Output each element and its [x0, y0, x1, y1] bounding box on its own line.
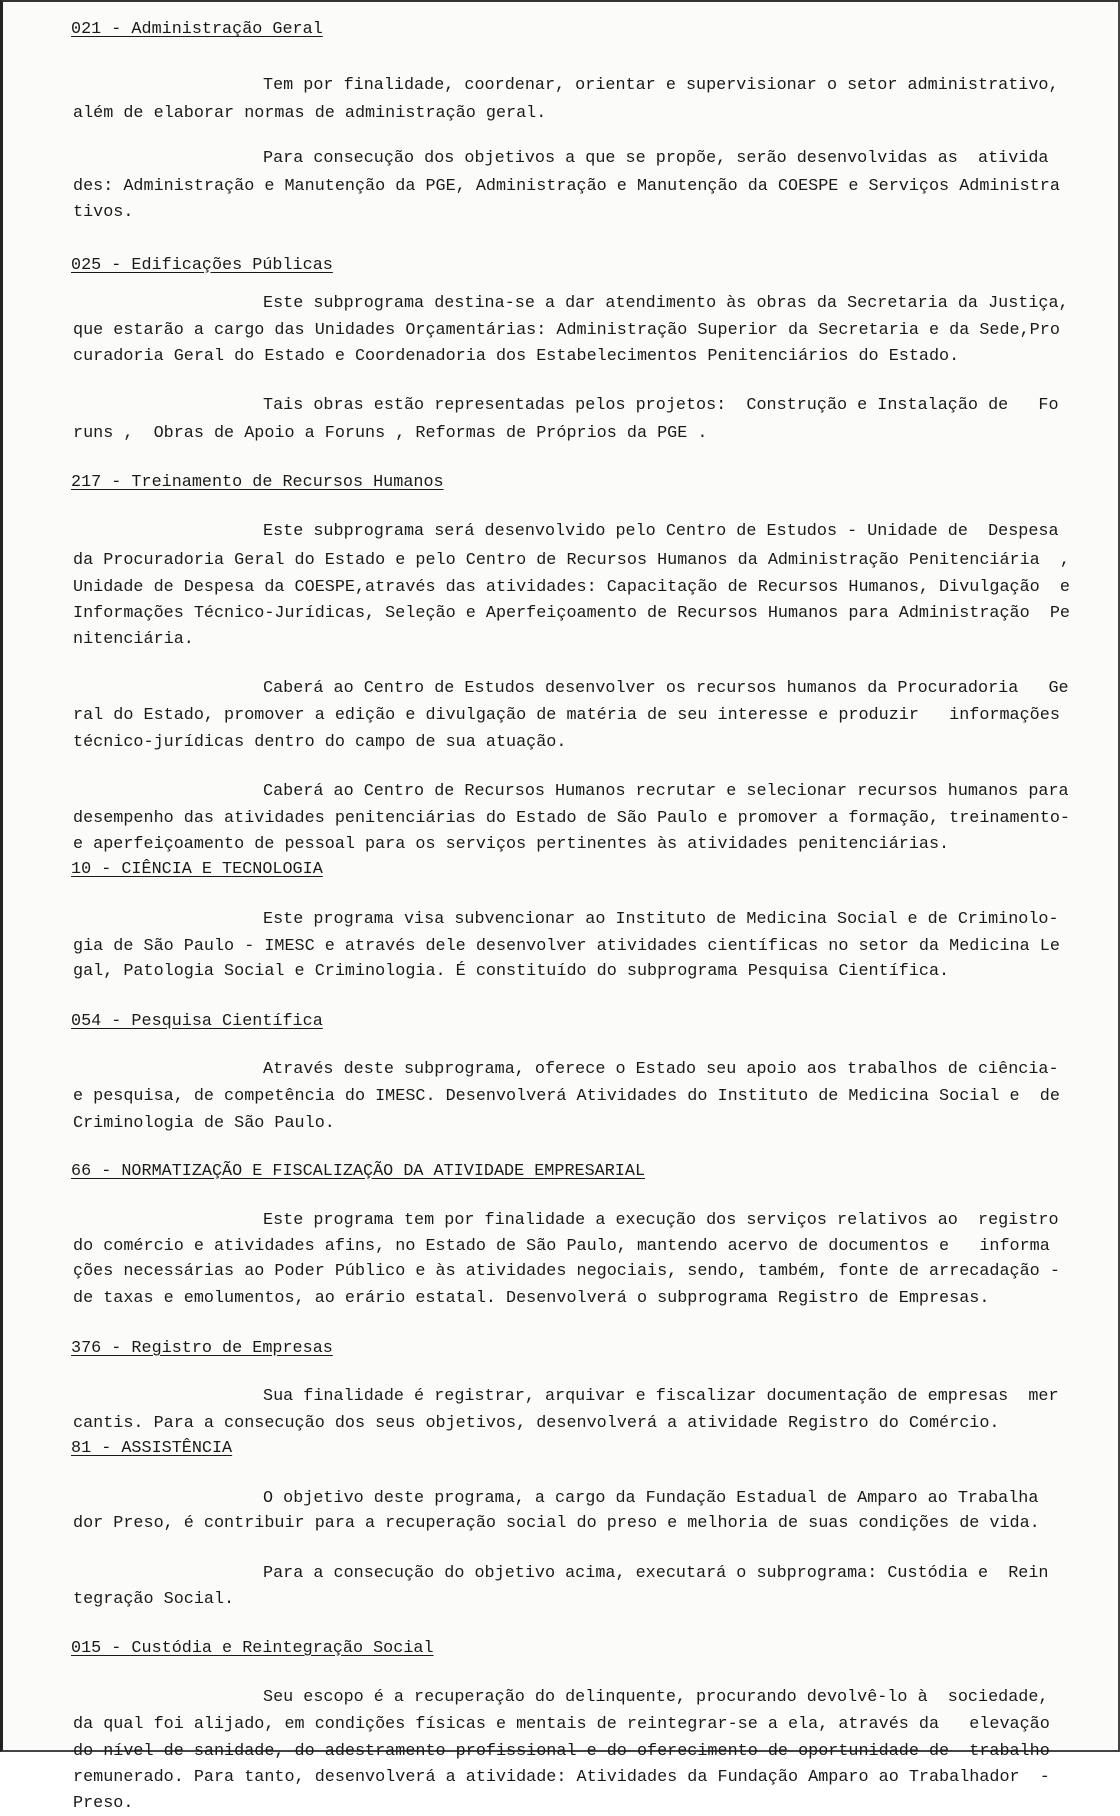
paragraph-line: Para a consecução do objetivo acima, executará o subprograma: Custódia e Rein	[263, 1563, 1049, 1583]
paragraph-line: do comércio e atividades afins, no Estado de São Paulo, mantendo acervo de documentos e informa	[73, 1236, 1050, 1256]
section-heading: 054 - Pesquisa Científica	[71, 1011, 323, 1031]
paragraph-line: e aperfeiçoamento de pessoal para os serviços pertinentes às atividades penitenciárias.	[73, 834, 950, 854]
paragraph-line: nitenciária.	[73, 629, 194, 649]
paragraph-line: e pesquisa, de competência do IMESC. Desenvolverá Atividades do Instituto de Medicina Social e de	[73, 1086, 1060, 1106]
paragraph-line: além de elaborar normas de administração geral.	[73, 104, 547, 124]
paragraph-line: Caberá ao Centro de Estudos desenvolver os recursos humanos da Procuradoria Ge	[263, 678, 1069, 698]
section-heading: 10 - CIÊNCIA E TECNOLOGIA	[71, 860, 323, 880]
section-heading: 66 - NORMATIZAÇÃO E FISCALIZAÇÃO DA ATIVIDADE EMPRESARIAL	[71, 1161, 646, 1181]
section-heading: 81 - ASSISTÊNCIA	[71, 1439, 233, 1459]
paragraph-line: da Procuradoria Geral do Estado e pelo Centro de Recursos Humanos da Administração Penitenciária ,	[73, 551, 1070, 571]
paragraph-line: Preso.	[73, 1794, 134, 1814]
paragraph-line: ções necessárias ao Poder Público e às atividades negociais, sendo, também, fonte de arrecadação -	[73, 1262, 1060, 1282]
paragraph-line: Este programa visa subvencionar ao Instituto de Medicina Social e de Criminolo-	[263, 909, 1059, 929]
paragraph-line: Informações Técnico-Jurídicas, Seleção e Aperfeiçoamento de Recursos Humanos para Administração Pe	[73, 603, 1070, 623]
section-heading: 217 - Treinamento de Recursos Humanos	[71, 472, 444, 492]
paragraph-line: gal, Patologia Social e Criminologia. É constituído do subprograma Pesquisa Científica.	[73, 962, 950, 982]
paragraph-line: Este programa tem por finalidade a execução dos serviços relativos ao registro	[263, 1210, 1059, 1230]
paragraph-line: Este subprograma destina-se a dar atendimento às obras da Secretaria da Justiça,	[263, 293, 1069, 313]
section-heading: 021 - Administração Geral	[71, 20, 323, 40]
paragraph-line: Para consecução dos objetivos a que se propõe, serão desenvolvidas as ativida	[263, 149, 1049, 169]
paragraph-line: curadoria Geral do Estado e Coordenadoria dos Estabelecimentos Penitenciários do Estado.	[73, 347, 960, 367]
section-heading: 025 - Edificações Públicas	[71, 255, 333, 275]
paragraph-line: O objetivo deste programa, a cargo da Fundação Estadual de Amparo ao Trabalha	[263, 1488, 1039, 1508]
section-heading: 015 - Custódia e Reintegração Social	[71, 1638, 434, 1658]
paragraph-line: Este subprograma será desenvolvido pelo Centro de Estudos - Unidade de Despesa	[263, 522, 1059, 542]
paragraph-line: Através deste subprograma, oferece o Estado seu apoio aos trabalhos de ciência-	[263, 1059, 1059, 1079]
paragraph-line: Criminologia de São Paulo.	[73, 1113, 335, 1133]
paragraph-line: tegração Social.	[73, 1589, 235, 1609]
paragraph-line: Tais obras estão representadas pelos projetos: Construção e Instalação de Fo	[263, 395, 1059, 415]
paragraph-line: Caberá ao Centro de Recursos Humanos recrutar e selecionar recursos humanos para	[263, 782, 1069, 801]
paragraph-line: Seu escopo é a recuperação do delinquente, procurando devolvê-lo à sociedade,	[263, 1688, 1049, 1708]
paragraph-line: gia de São Paulo - IMESC e através dele desenvolver atividades científicas no setor da Medicina Le	[73, 936, 1060, 956]
section-heading: 376 - Registro de Empresas	[71, 1338, 333, 1358]
paragraph-line: que estarão a cargo das Unidades Orçamentárias: Administração Superior da Secretaria e da Sede,Pro	[73, 320, 1060, 340]
paragraph-line: remunerado. Para tanto, desenvolverá a atividade: Atividades da Fundação Amparo ao Trabalhador -	[73, 1767, 1050, 1787]
paragraph-line: tivos.	[73, 202, 134, 222]
paragraph-line: ral do Estado, promover a edição e divulgação de matéria de seu interesse e produzir informações	[73, 705, 1060, 725]
paragraph-line: Tem por finalidade, coordenar, orientar e supervisionar o setor administrativo,	[263, 76, 1059, 96]
paragraph-line: do nível de sanidade, do adestramento profissional e do oferecimento de oportunidade de trabalho	[73, 1741, 1050, 1761]
paragraph-line: desempenho das atividades penitenciárias do Estado de São Paulo e promover a formação, treinamento-	[73, 808, 1070, 828]
paragraph-line: Unidade de Despesa da COESPE,através das atividades: Capacitação de Recursos Humanos, Divulgação e	[73, 578, 1070, 598]
paragraph-line: Sua finalidade é registrar, arquivar e fiscalizar documentação de empresas mer	[263, 1386, 1059, 1406]
paragraph-line: dor Preso, é contribuir para a recuperação social do preso e melhoria de suas condições de vida.	[73, 1514, 1040, 1534]
paragraph-line: técnico-jurídicas dentro do campo de sua atuação.	[73, 732, 567, 752]
paragraph-line: des: Administração e Manutenção da PGE, Administração e Manutenção da COESPE e Serviços Administra	[73, 177, 1060, 197]
paragraph-line: da qual foi alijado, em condições físicas e mentais de reintegrar-se a ela, através da elevação	[73, 1714, 1050, 1734]
paragraph-line: de taxas e emolumentos, ao erário estatal. Desenvolverá o subprograma Registro de Empresas.	[73, 1289, 990, 1309]
paragraph-line: cantis. Para a consecução dos seus objetivos, desenvolverá a atividade Registro do Comércio.	[73, 1413, 1000, 1433]
paragraph-line: runs , Obras de Apoio a Foruns , Reformas de Próprios da PGE .	[73, 423, 708, 443]
